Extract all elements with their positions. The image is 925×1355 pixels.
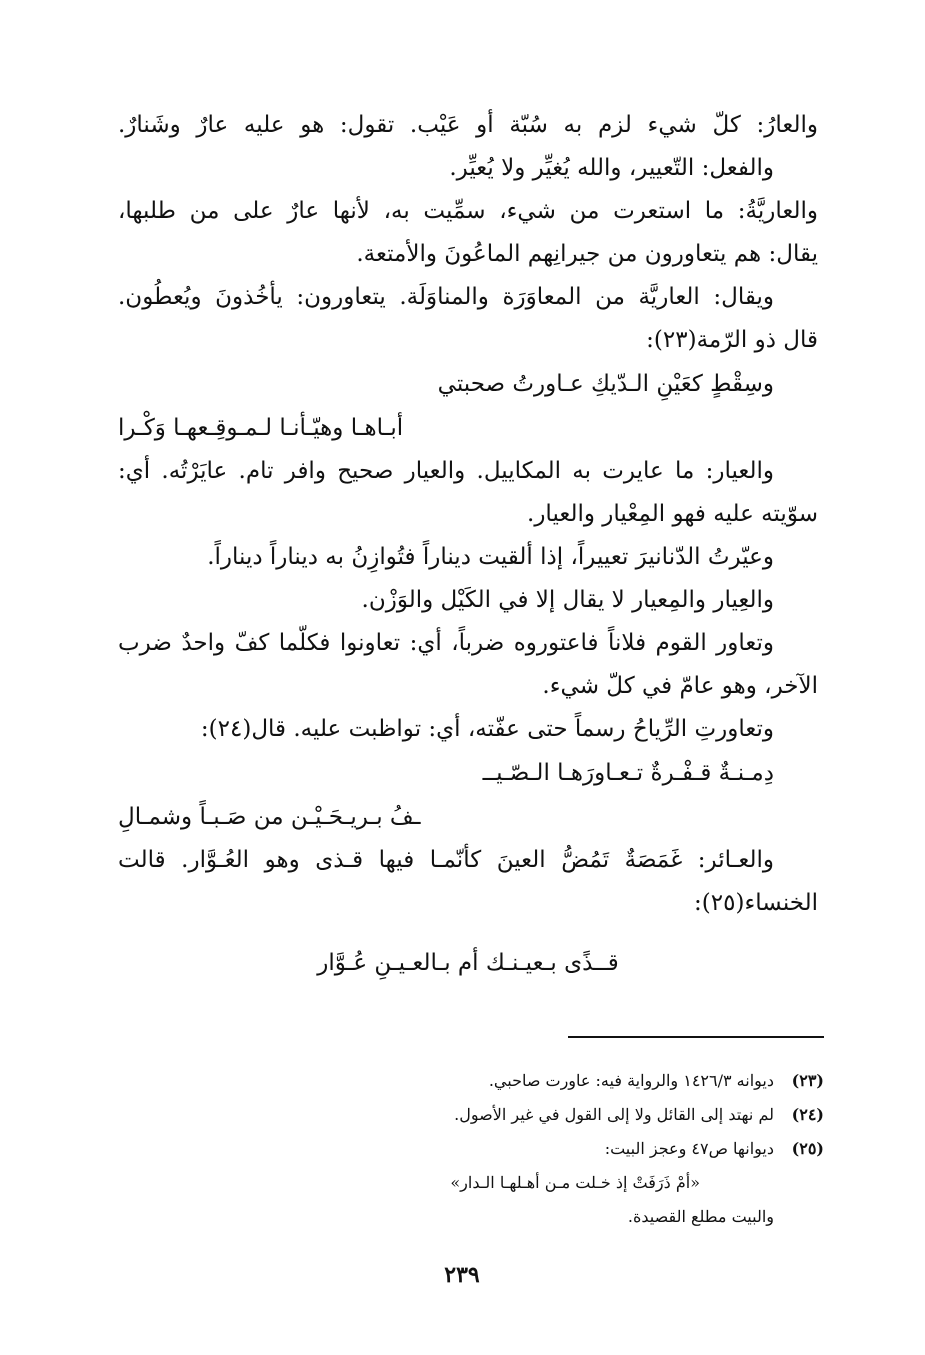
verse-2-first-hemistich: دِمـنـةٌ قـفْـرةٌ تـعـاورَهـا الـصّـيــ <box>482 760 774 786</box>
text-line-1: والعارُ: كلّ شيء لزم به سُبّة أو عَيْب. تقول: هو عليه عارٌ وشَنارٌ. <box>118 112 818 138</box>
text-line-3: والعاريَّةُ: ما استعرت من شيء، سمِّيت به، لأنها عارٌ على من طلبها، <box>118 198 818 224</box>
text-line-10: والعِيار والمِعيار لا يقال إلا في الكَيْل والوَزْن. <box>361 587 774 613</box>
text-line-6: قال ذو الرّمة(٢٣): <box>646 327 818 353</box>
footnote-text: لم نهتد إلى القائل ولا إلى القول في غير الأصول. <box>454 1105 774 1124</box>
verse-3: قــذًى بـعيـنـك أم بـالعـيـنِ عُـوَّار <box>317 950 619 976</box>
footnote-text: ديوانه ١٤٢٦/٣ والرواية فيه: عاورت صاحبي. <box>488 1071 774 1090</box>
verse-1-first-hemistich: وسِقْطٍ كعَيْنِ الـدّيكِ عـاورتُ صحبتي <box>437 371 774 397</box>
text-line-12: الآخر، وهو عامّ في كلّ شيء. <box>542 673 818 699</box>
text-line-13: وتعاورتِ الرِّياحُ رسماً حتى عفّته، أي: تواظبت عليه. قال(٢٤): <box>200 716 774 742</box>
footnote-number: (٢٥) <box>791 1139 824 1158</box>
text-line-14: والعـائر: غَمَصَةٌ تَمُضُّ العينَ كأنّمـا فيها قـذى وهو العُـوَّار. قالت <box>118 847 774 873</box>
text-line-11: وتعاور القوم فلاناً فاعتوروه ضرباً، أي: تعاونوا فكلّما كفّ واحدٌ ضرب <box>118 630 774 656</box>
footnote-separator <box>568 1036 824 1038</box>
text-line-2: والفعل: التّعيير، والله يُغيِّر ولا يُعيِّر. <box>449 155 774 181</box>
text-line-15: الخنساء(٢٥): <box>694 890 818 916</box>
main-text <box>118 104 818 993</box>
footnote-23 <box>300 1064 824 1098</box>
text-line-9: وعيّرتُ الدّنانيرَ تعييراً، إذا ألقيت ديناراً فتُوازِنُ به ديناراً ديناراً. <box>207 544 774 570</box>
footnote-note: والبيت مطلع القصيدة. <box>627 1207 774 1226</box>
footnote-verse: «أمْ ذَرَفَتْ إذ خـلت مـن أهـلهـا الـدار» <box>450 1173 700 1192</box>
text-line-7: والعيار: ما عايرت به المكاييل. والعيار صحيح وافر تام. عايَرْتُه. أي: <box>118 458 774 484</box>
text-line-5: ويقال: العاريَّة من المعاوَرَة والمناوَلَة. يتعاورون: يأخُذونَ ويُعطُون. <box>118 284 774 310</box>
verse-2-second-hemistich: ـفُ بـريـحَـيْـن من صَـبـاً وشمـالِ <box>118 804 421 830</box>
footnotes <box>300 1064 824 1234</box>
verse-1-second-hemistich: أبـاهـا وهيّـأنـا لـمـوقِـعهـا وَكْـرا <box>118 415 404 441</box>
footnote-number: (٢٤) <box>791 1105 824 1124</box>
text-line-8: سوّيته عليه فهو المِعْيار والعيار. <box>527 501 818 527</box>
footnote-text: ديوانها ص٤٧ وعجز البيت: <box>604 1139 774 1158</box>
page-number: ٢٣٩ <box>444 1262 480 1288</box>
footnote-25 <box>300 1132 824 1166</box>
footnote-24 <box>300 1098 824 1132</box>
footnote-number: (٢٣) <box>791 1071 824 1090</box>
text-line-4: يقال: هم يتعاورون من جيرانِهم الماعُونَ والأمتعة. <box>356 241 818 267</box>
